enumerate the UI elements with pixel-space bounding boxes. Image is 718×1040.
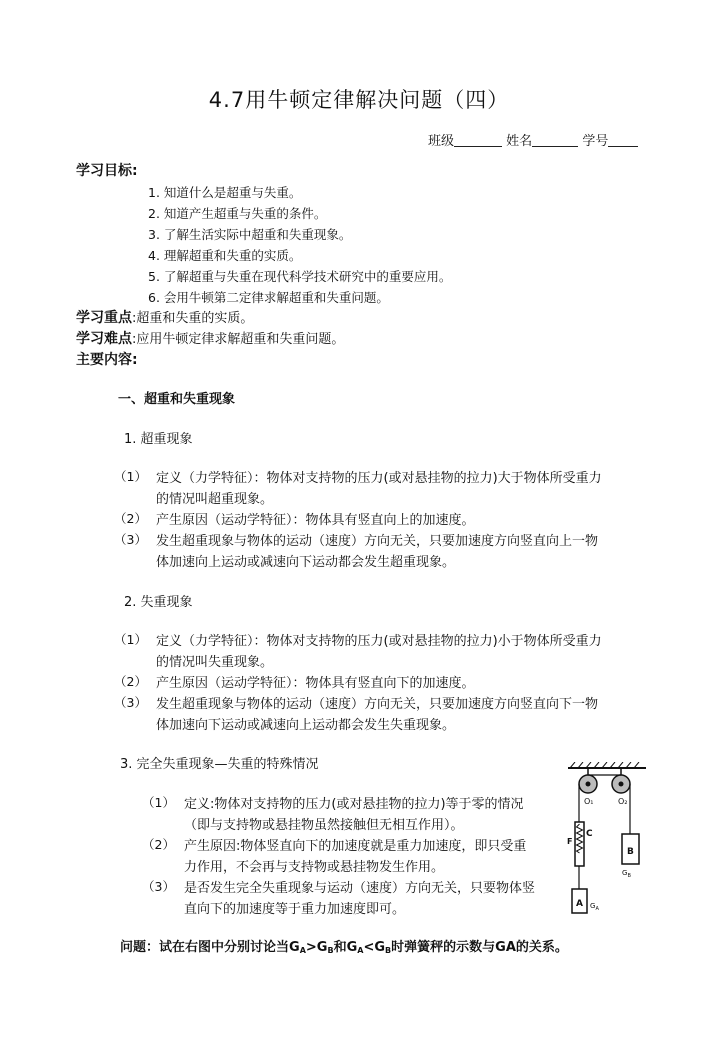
key-point-label: 学习重点 bbox=[76, 310, 132, 326]
main-content-label: 主要内容: bbox=[76, 352, 138, 368]
item-number: （1） bbox=[114, 632, 147, 647]
q-gb: G bbox=[316, 940, 328, 955]
name-label: 姓名 bbox=[506, 134, 533, 149]
class-blank[interactable] bbox=[454, 133, 502, 147]
q-gb2: G bbox=[374, 940, 386, 955]
item-line: 是否发生完全失重现象与运动（速度）方向无关，只要物体竖 bbox=[184, 881, 536, 896]
subsection-title: 2. 失重现象 bbox=[124, 595, 193, 610]
label-c: C bbox=[586, 829, 593, 839]
item-number: （3） bbox=[114, 532, 147, 547]
item-number: （3） bbox=[114, 695, 147, 710]
objective-item: 5. 了解超重与失重在现代科学技术研究中的重要应用。 bbox=[148, 269, 452, 284]
item-line: 力作用，不会再与支持物或悬挂物发生作用。 bbox=[184, 860, 445, 875]
q-ga2: G bbox=[346, 940, 358, 955]
number-blank[interactable] bbox=[608, 133, 638, 147]
q-b-sub: B bbox=[327, 946, 334, 955]
item-line: 定义:物体对支持物的压力(或对悬挂物的拉力)等于零的情况 bbox=[184, 797, 524, 812]
item-line: 发生超重现象与物体的运动（速度）方向无关，只要加速度方向竖直向上一物 bbox=[156, 534, 599, 549]
key-point bbox=[76, 307, 253, 327]
label-o2: O₂ bbox=[618, 797, 628, 806]
objective-item: 1. 知道什么是超重与失重。 bbox=[148, 185, 302, 200]
objective-item: 2. 知道产生超重与失重的条件。 bbox=[148, 206, 327, 221]
item-number: （3） bbox=[142, 879, 175, 894]
item-line: 产生原因（运动学特征）：物体具有竖直向下的加速度。 bbox=[156, 676, 475, 691]
item-line: 定义（力学特征）：物体对支持物的压力(或对悬挂物的拉力)小于物体所受重力 bbox=[156, 634, 602, 649]
subsection-title: 1. 超重现象 bbox=[124, 432, 193, 447]
number-label: 学号 bbox=[582, 134, 609, 149]
q-gt: > bbox=[305, 940, 317, 955]
difficulty bbox=[76, 328, 344, 348]
student-info bbox=[428, 130, 638, 149]
key-point-text: 超重和失重的实质。 bbox=[136, 311, 254, 326]
question-prefix: 问题：试在右图中分别讨论当 bbox=[120, 940, 290, 955]
label-ga: G bbox=[590, 902, 596, 910]
name-blank[interactable] bbox=[532, 133, 578, 147]
svg-text:GA bbox=[590, 902, 599, 912]
label-gb: G bbox=[622, 869, 628, 877]
item-line: 产生原因:物体竖直向下的加速度就是重力加速度，即只受重 bbox=[184, 839, 527, 854]
objective-item: 6. 会用牛顿第二定律求解超重和失重问题。 bbox=[148, 290, 389, 305]
q-a-sub: A bbox=[299, 946, 306, 955]
label-o1: O₁ bbox=[584, 797, 594, 806]
item-line: 定义（力学特征）：物体对支持物的压力(或对悬挂物的拉力)大于物体所受重力 bbox=[156, 471, 602, 486]
label-a: A bbox=[576, 899, 583, 909]
q-and: 和 bbox=[333, 940, 347, 955]
difficulty-label: 学习难点 bbox=[76, 331, 132, 347]
subsection-title: 3. 完全失重现象—失重的特殊情况 bbox=[120, 757, 319, 772]
label-gb-sub: B bbox=[627, 873, 631, 879]
q-ga: G bbox=[289, 940, 300, 955]
item-number: （1） bbox=[114, 469, 147, 484]
label-ga-sub: A bbox=[595, 906, 599, 912]
item-line: 体加速向上运动或减速向下运动都会发生超重现象。 bbox=[156, 555, 456, 570]
q-b-sub2: B bbox=[385, 946, 392, 955]
class-label: 班级 bbox=[428, 134, 455, 149]
item-line: 的情况叫失重现象。 bbox=[156, 655, 274, 670]
question-suffix: 时弹簧秤的示数与GA的关系。 bbox=[391, 940, 568, 955]
question bbox=[120, 936, 568, 955]
pulley-figure bbox=[566, 762, 648, 920]
page-title: 4.7用牛顿定律解决问题（四） bbox=[208, 88, 510, 112]
objectives-label: 学习目标: bbox=[76, 163, 138, 179]
item-line: 的情况叫超重现象。 bbox=[156, 492, 274, 507]
svg-text:GB bbox=[622, 869, 631, 879]
item-line: 直向下的加速度等于重力加速度即可。 bbox=[184, 902, 406, 917]
item-number: （2） bbox=[114, 511, 147, 526]
difficulty-colon: : bbox=[132, 332, 137, 347]
item-number: （2） bbox=[114, 674, 147, 689]
difficulty-text: 应用牛顿定律求解超重和失重问题。 bbox=[136, 332, 345, 347]
section-heading: 一、超重和失重现象 bbox=[118, 392, 236, 407]
q-a-sub2: A bbox=[357, 946, 364, 955]
label-b: B bbox=[627, 847, 634, 857]
item-line: （即与支持物或悬挂物虽然接触但无相互作用）。 bbox=[184, 818, 464, 833]
objective-item: 3. 了解生活实际中超重和失重现象。 bbox=[148, 227, 352, 242]
objective-item: 4. 理解超重和失重的实质。 bbox=[148, 248, 302, 263]
key-point-colon: : bbox=[132, 311, 137, 326]
q-lt: < bbox=[363, 940, 375, 955]
item-line: 发生超重现象与物体的运动（速度）方向无关，只要加速度方向竖直向下一物 bbox=[156, 697, 599, 712]
item-line: 产生原因（运动学特征）：物体具有竖直向上的加速度。 bbox=[156, 513, 475, 528]
item-line: 体加速向下运动或减速向上运动都会发生失重现象。 bbox=[156, 718, 456, 733]
item-number: （1） bbox=[142, 795, 175, 810]
item-number: （2） bbox=[142, 837, 175, 852]
label-f: F bbox=[567, 837, 573, 846]
